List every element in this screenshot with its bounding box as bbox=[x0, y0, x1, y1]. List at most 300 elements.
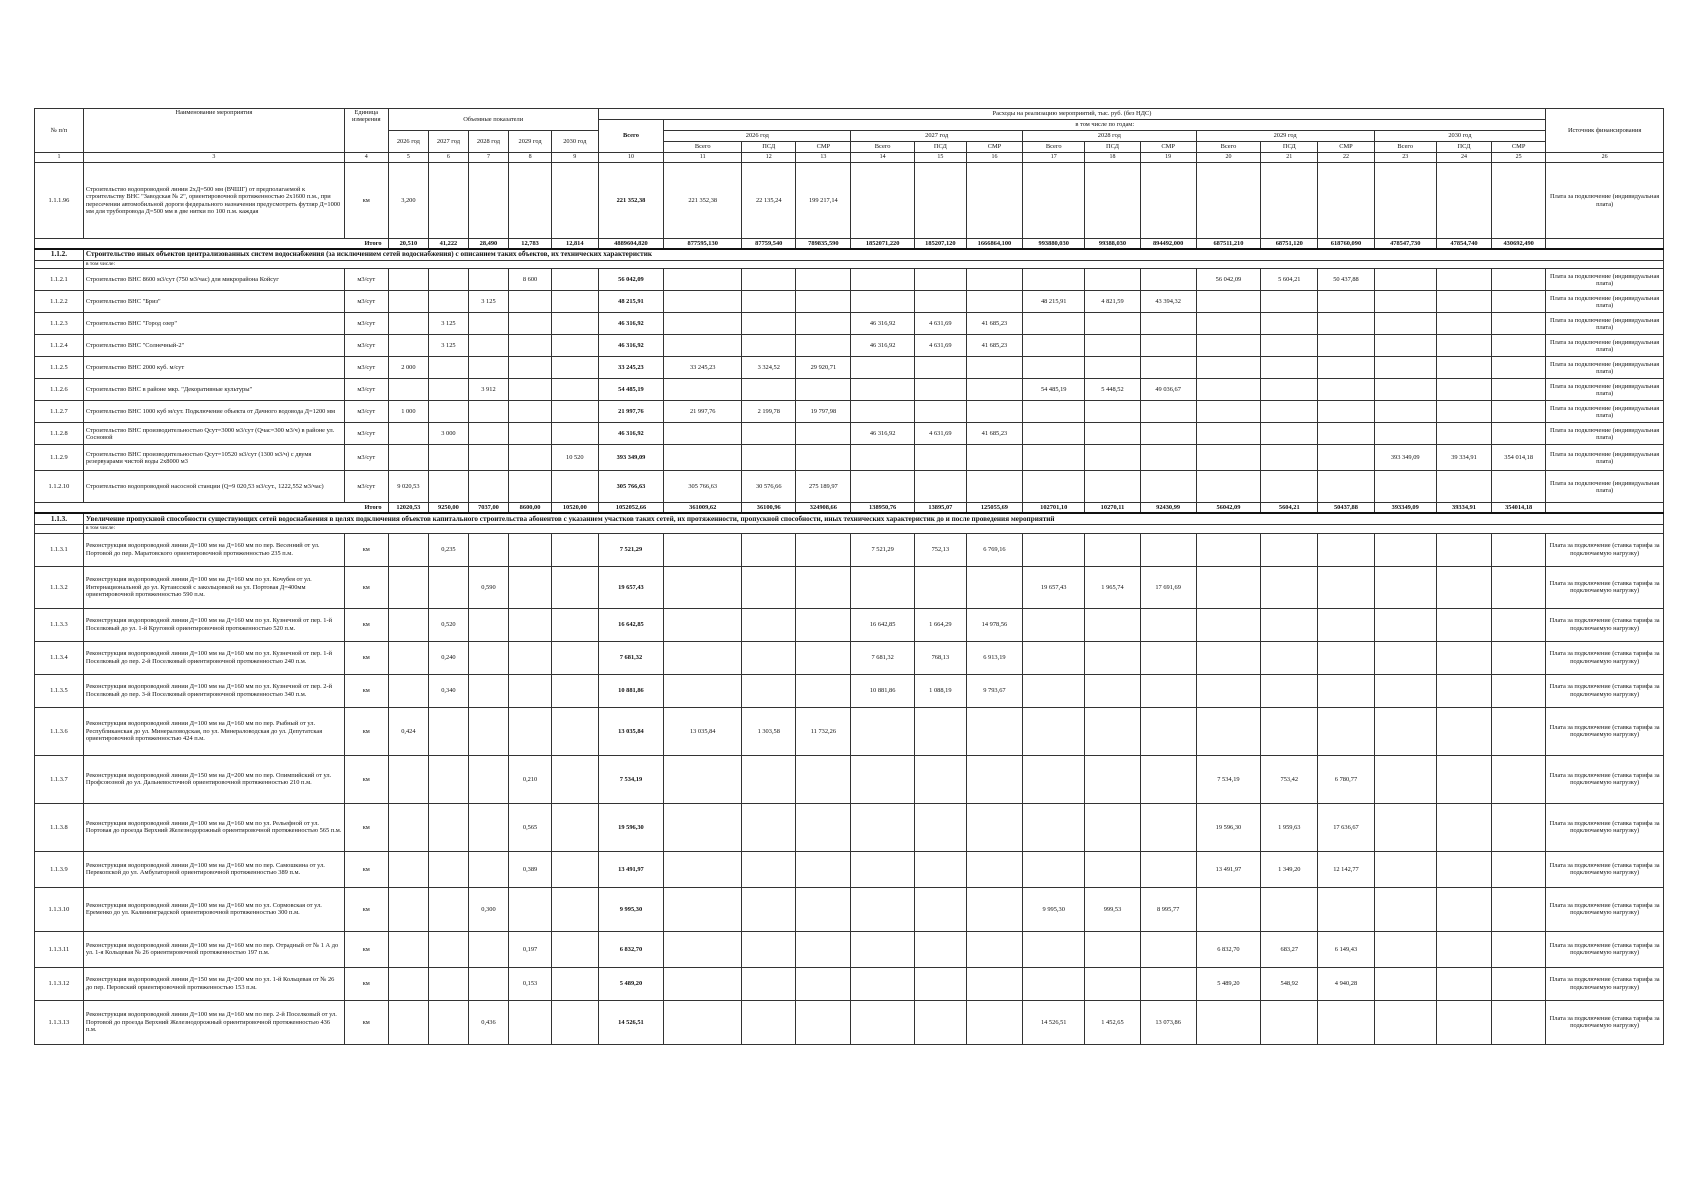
expense-cell bbox=[1085, 967, 1140, 1000]
expense-cell bbox=[1085, 335, 1140, 357]
row-description: Реконструкция водопроводной линии Д=150 мм на Д=200 мм по пер. Олимпийский от ул. Профсоюзной до ул. Дальневосточной ориентировочной протяженностью 210 п.м. bbox=[83, 755, 344, 803]
expense-cell bbox=[1318, 401, 1374, 423]
expense-cell bbox=[1196, 401, 1260, 423]
investment-program-table-page bbox=[34, 108, 1664, 1045]
row-total: 5 489,20 bbox=[598, 967, 664, 1000]
expense-cell bbox=[742, 566, 796, 608]
row-total: 221 352,38 bbox=[598, 163, 664, 239]
volume-cell bbox=[468, 471, 509, 503]
expense-cell: 1 349,20 bbox=[1261, 851, 1318, 887]
total-expense-cell: 478547,730 bbox=[1374, 239, 1436, 250]
total-expense-cell: 789835,590 bbox=[796, 239, 851, 250]
expense-cell: 48 215,91 bbox=[1023, 291, 1085, 313]
volume-cell: 0,153 bbox=[509, 967, 552, 1000]
volume-cell bbox=[468, 707, 509, 755]
section-row bbox=[35, 513, 1664, 525]
total-expense-cell: 687511,210 bbox=[1196, 239, 1260, 250]
row-unit: км bbox=[344, 887, 388, 931]
expense-cell: 14 526,51 bbox=[1023, 1000, 1085, 1044]
expense-cell: 753,42 bbox=[1261, 755, 1318, 803]
expense-cell bbox=[1374, 357, 1436, 379]
column-number: 24 bbox=[1436, 153, 1491, 163]
expense-cell bbox=[1196, 471, 1260, 503]
expense-cell bbox=[1085, 423, 1140, 445]
expense-cell bbox=[664, 423, 742, 445]
expense-cell bbox=[1492, 533, 1546, 566]
column-number: 3 bbox=[83, 153, 344, 163]
sub-header: Всего bbox=[851, 142, 914, 153]
expense-cell bbox=[1196, 707, 1260, 755]
volume-year-header: 2026 год bbox=[388, 131, 429, 153]
row-description: Реконструкция водопроводной линии Д=100 мм на Д=160 мм по пер. 2-й Поселковый от ул. Портовой до проезда Верхний Железнодорожный ориентировочной протяженностью 436 п.м. bbox=[83, 1000, 344, 1044]
expense-cell bbox=[1196, 608, 1260, 641]
expense-cell: 1 088,19 bbox=[914, 674, 966, 707]
row-total: 46 316,92 bbox=[598, 313, 664, 335]
volume-cell bbox=[468, 533, 509, 566]
expense-cell bbox=[1140, 707, 1196, 755]
table-row bbox=[35, 291, 1664, 313]
investment-table bbox=[34, 108, 1664, 1045]
volume-cell: 0,565 bbox=[509, 803, 552, 851]
expense-cell bbox=[1023, 471, 1085, 503]
volume-cell bbox=[468, 674, 509, 707]
expense-year-header: 2026 год bbox=[664, 131, 851, 142]
expense-cell bbox=[1085, 401, 1140, 423]
column-number: 13 bbox=[796, 153, 851, 163]
expense-cell bbox=[664, 379, 742, 401]
row-description: Реконструкция водопроводной линии Д=100 мм на Д=160 мм по ул. Кузнечной от пер. 1-й Поселковый до ул. 1-й Круговой ориентировочной протяженностью 520 п.м. bbox=[83, 608, 344, 641]
expense-cell: 4 631,69 bbox=[914, 313, 966, 335]
expense-cell bbox=[914, 269, 966, 291]
expense-cell: 4 940,28 bbox=[1318, 967, 1374, 1000]
expense-cell bbox=[1436, 887, 1491, 931]
expense-cell bbox=[664, 608, 742, 641]
expense-cell bbox=[1261, 608, 1318, 641]
expense-cell bbox=[1085, 641, 1140, 674]
expense-cell bbox=[1492, 163, 1546, 239]
row-number: 1.1.3.4 bbox=[35, 641, 84, 674]
expense-cell bbox=[1492, 335, 1546, 357]
row-description: Реконструкция водопроводной линии Д=100 мм на Д=160 мм по ул. Кузнечной от пер. 2-й Поселковый до пер. 3-й Поселковый ориентировочной протяженностью 340 п.м. bbox=[83, 674, 344, 707]
expense-cell bbox=[1140, 803, 1196, 851]
expense-cell bbox=[664, 566, 742, 608]
expense-cell bbox=[1374, 566, 1436, 608]
expense-cell bbox=[966, 887, 1022, 931]
expense-cell: 16 642,85 bbox=[851, 608, 914, 641]
expense-cell bbox=[664, 445, 742, 471]
expense-cell bbox=[914, 379, 966, 401]
volume-cell bbox=[388, 291, 429, 313]
expense-cell bbox=[1196, 1000, 1260, 1044]
expense-cell bbox=[1374, 608, 1436, 641]
column-number: 16 bbox=[966, 153, 1022, 163]
expense-cell: 19 657,43 bbox=[1023, 566, 1085, 608]
table-row bbox=[35, 931, 1664, 967]
row-unit: км bbox=[344, 967, 388, 1000]
expense-cell bbox=[742, 313, 796, 335]
volume-cell bbox=[429, 887, 469, 931]
expense-cell bbox=[1374, 379, 1436, 401]
row-number: 1.1.2.6 bbox=[35, 379, 84, 401]
expense-cell bbox=[796, 335, 851, 357]
volume-cell: 3 000 bbox=[429, 423, 469, 445]
table-row bbox=[35, 707, 1664, 755]
sub-header: Всего bbox=[664, 142, 742, 153]
expense-cell bbox=[1023, 163, 1085, 239]
total-expense-cell: 393349,09 bbox=[1374, 503, 1436, 514]
volume-cell: 0,520 bbox=[429, 608, 469, 641]
expense-cell bbox=[1318, 379, 1374, 401]
expense-cell bbox=[1261, 379, 1318, 401]
row-unit: км bbox=[344, 851, 388, 887]
expense-cell bbox=[796, 851, 851, 887]
sub-header: Всего bbox=[1023, 142, 1085, 153]
funding-source: Плата за подключение (ставка тарифа за подключаемую нагрузку) bbox=[1546, 533, 1664, 566]
expense-cell bbox=[1261, 471, 1318, 503]
expense-cell bbox=[796, 423, 851, 445]
total-label: Итого bbox=[35, 503, 389, 514]
expense-cell bbox=[1492, 269, 1546, 291]
expense-cell bbox=[1023, 423, 1085, 445]
expense-cell bbox=[1374, 423, 1436, 445]
volume-cell bbox=[551, 931, 598, 967]
table-row bbox=[35, 674, 1664, 707]
total-row bbox=[35, 503, 1664, 514]
volume-cell bbox=[388, 1000, 429, 1044]
expense-cell bbox=[1318, 533, 1374, 566]
col-header-name: Наименование мероприятия bbox=[83, 109, 344, 153]
volume-year-header: 2027 год bbox=[429, 131, 469, 153]
volume-cell bbox=[468, 163, 509, 239]
sub-header: СМР bbox=[1140, 142, 1196, 153]
row-total: 6 832,70 bbox=[598, 931, 664, 967]
expense-cell bbox=[1196, 335, 1260, 357]
sub-header: СМР bbox=[1318, 142, 1374, 153]
volume-cell: 3 912 bbox=[468, 379, 509, 401]
expense-cell bbox=[1085, 533, 1140, 566]
volume-cell bbox=[509, 163, 552, 239]
volume-cell bbox=[551, 533, 598, 566]
total-volume-cell: 20,510 bbox=[388, 239, 429, 250]
volume-cell bbox=[429, 967, 469, 1000]
expense-cell bbox=[1140, 357, 1196, 379]
row-total: 7 521,29 bbox=[598, 533, 664, 566]
volume-cell bbox=[468, 423, 509, 445]
total-expense-cell: 47854,740 bbox=[1436, 239, 1491, 250]
expense-cell bbox=[1492, 851, 1546, 887]
expense-cell: 14 978,56 bbox=[966, 608, 1022, 641]
row-description: Реконструкция водопроводной линии Д=100 мм на Д=160 мм по пер. Самошкина от ул. Перекопской до ул. Амбулаторной ориентировочной протяженностью 389 п.м. bbox=[83, 851, 344, 887]
expense-cell bbox=[1140, 313, 1196, 335]
expense-cell: 50 437,88 bbox=[1318, 269, 1374, 291]
expense-cell bbox=[1085, 851, 1140, 887]
volume-cell bbox=[429, 163, 469, 239]
row-description: Строительство ВНС производительностью Qсут=10520 м3/сут (1300 м3/ч) с двумя резервуарами чистой воды 2х8000 м3 bbox=[83, 445, 344, 471]
volume-cell bbox=[509, 291, 552, 313]
expense-cell: 13 035,84 bbox=[664, 707, 742, 755]
expense-cell bbox=[664, 1000, 742, 1044]
expense-cell bbox=[796, 887, 851, 931]
row-description: Реконструкция водопроводной линии Д=100 мм на Д=160 мм по ул. Кочубея от ул. Интернациональной до ул. Кутаисской с закольцовкой на ул. Портовая Д=400мм ориентировочной протяженностью 590 п.м. bbox=[83, 566, 344, 608]
expense-cell bbox=[1261, 313, 1318, 335]
funding-source: Плата за подключение (индивидуальная плата) bbox=[1546, 471, 1664, 503]
total-label: Итого bbox=[35, 239, 389, 250]
expense-cell bbox=[851, 967, 914, 1000]
column-number: 20 bbox=[1196, 153, 1260, 163]
volume-cell bbox=[429, 755, 469, 803]
volume-cell bbox=[388, 566, 429, 608]
expense-cell bbox=[1023, 851, 1085, 887]
expense-cell: 49 036,67 bbox=[1140, 379, 1196, 401]
expense-cell bbox=[966, 707, 1022, 755]
expense-cell bbox=[1492, 401, 1546, 423]
expense-cell: 41 685,23 bbox=[966, 335, 1022, 357]
column-number: 25 bbox=[1492, 153, 1546, 163]
total-volume-cell: 9250,00 bbox=[429, 503, 469, 514]
expense-cell: 3 324,52 bbox=[742, 357, 796, 379]
volume-cell bbox=[468, 803, 509, 851]
expense-cell: 393 349,09 bbox=[1374, 445, 1436, 471]
row-number: 1.1.3.3 bbox=[35, 608, 84, 641]
row-description: Строительство ВНС 8600 м3/сут (750 м3/час) для микрорайона Койсуг bbox=[83, 269, 344, 291]
expense-cell bbox=[914, 471, 966, 503]
expense-cell bbox=[1196, 423, 1260, 445]
expense-cell bbox=[966, 291, 1022, 313]
expense-cell bbox=[1261, 533, 1318, 566]
expense-cell bbox=[1436, 357, 1491, 379]
volume-cell bbox=[429, 851, 469, 887]
column-number: 17 bbox=[1023, 153, 1085, 163]
volume-cell bbox=[551, 313, 598, 335]
expense-cell bbox=[796, 803, 851, 851]
expense-cell bbox=[966, 269, 1022, 291]
expense-cell bbox=[1436, 423, 1491, 445]
expense-cell bbox=[1436, 533, 1491, 566]
sub-header: СМР bbox=[1492, 142, 1546, 153]
expense-cell bbox=[966, 379, 1022, 401]
expense-cell: 4 821,59 bbox=[1085, 291, 1140, 313]
table-row bbox=[35, 445, 1664, 471]
expense-cell: 2 199,78 bbox=[742, 401, 796, 423]
volume-cell bbox=[429, 445, 469, 471]
including-empty bbox=[35, 261, 84, 269]
expense-cell bbox=[1140, 269, 1196, 291]
column-number: 22 bbox=[1318, 153, 1374, 163]
column-number: 6 bbox=[429, 153, 469, 163]
funding-source: Плата за подключение (ставка тарифа за подключаемую нагрузку) bbox=[1546, 674, 1664, 707]
expense-cell bbox=[914, 566, 966, 608]
volume-cell: 3,200 bbox=[388, 163, 429, 239]
volume-cell bbox=[509, 641, 552, 674]
volume-cell bbox=[388, 379, 429, 401]
expense-cell bbox=[1196, 445, 1260, 471]
row-description: Строительство водопроводной линии 2хД=500 мм (ВЧШГ) от предполагаемой к строительству ВНС "Заводская № 2", ориентировочной протяженностью 2х1600 п.м., при пересечении автомобильной дороги федерального назначения предусмотреть футляр Д=1000 мм для трубопровода Д=500 мм в две нитки по 100 п.м. каждая bbox=[83, 163, 344, 239]
expense-cell bbox=[1492, 755, 1546, 803]
total-source-empty bbox=[1546, 503, 1664, 514]
expense-cell bbox=[664, 533, 742, 566]
expense-cell: 768,13 bbox=[914, 641, 966, 674]
volume-cell bbox=[388, 967, 429, 1000]
expense-cell bbox=[1085, 357, 1140, 379]
volume-cell bbox=[509, 674, 552, 707]
sub-header: ПСД bbox=[1261, 142, 1318, 153]
row-total: 56 042,09 bbox=[598, 269, 664, 291]
expense-cell bbox=[851, 707, 914, 755]
table-row bbox=[35, 335, 1664, 357]
row-number: 1.1.2.7 bbox=[35, 401, 84, 423]
volume-cell bbox=[388, 674, 429, 707]
expense-cell bbox=[1085, 445, 1140, 471]
table-row bbox=[35, 566, 1664, 608]
expense-cell: 548,92 bbox=[1261, 967, 1318, 1000]
sub-header: ПСД bbox=[1436, 142, 1491, 153]
volume-cell bbox=[509, 335, 552, 357]
table-row bbox=[35, 803, 1664, 851]
row-unit: км bbox=[344, 707, 388, 755]
expense-cell bbox=[1023, 269, 1085, 291]
volume-cell: 8 600 bbox=[509, 269, 552, 291]
expense-cell: 41 685,23 bbox=[966, 313, 1022, 335]
expense-cell bbox=[1318, 357, 1374, 379]
column-number: 7 bbox=[468, 153, 509, 163]
total-expense-cell: 10270,11 bbox=[1085, 503, 1140, 514]
expense-cell: 999,53 bbox=[1085, 887, 1140, 931]
expense-cell: 17 636,67 bbox=[1318, 803, 1374, 851]
total-expense-cell: 39334,91 bbox=[1436, 503, 1491, 514]
total-row bbox=[35, 239, 1664, 250]
funding-source: Плата за подключение (ставка тарифа за подключаемую нагрузку) bbox=[1546, 1000, 1664, 1044]
expense-cell bbox=[1492, 931, 1546, 967]
including-empty bbox=[35, 525, 84, 533]
expense-cell bbox=[1085, 608, 1140, 641]
row-total: 33 245,23 bbox=[598, 357, 664, 379]
expense-cell bbox=[851, 291, 914, 313]
funding-source: Плата за подключение (индивидуальная плата) bbox=[1546, 269, 1664, 291]
expense-cell bbox=[1436, 401, 1491, 423]
sub-header: Всего bbox=[1374, 142, 1436, 153]
volume-year-header: 2029 год bbox=[509, 131, 552, 153]
total-expense-cell: 125055,69 bbox=[966, 503, 1022, 514]
expense-cell bbox=[1085, 803, 1140, 851]
expense-cell: 46 316,92 bbox=[851, 423, 914, 445]
volume-cell: 0,340 bbox=[429, 674, 469, 707]
section-title: Строительство иных объектов централизованных систем водоснабжения (за исключением сетей водоснабжения) с описанием таких объектов, их технических характеристик bbox=[83, 249, 1663, 261]
row-description: Реконструкция водопроводной линии Д=150 мм на Д=200 мм по ул. 1-й Кольцевая от № 26 до пер. Перовский ориентировочной протяженностью 153 п.м. bbox=[83, 967, 344, 1000]
volume-cell bbox=[468, 269, 509, 291]
volume-cell: 0,210 bbox=[509, 755, 552, 803]
row-unit: м3/сут bbox=[344, 313, 388, 335]
expense-year-header: 2027 год bbox=[851, 131, 1023, 142]
expense-cell bbox=[851, 803, 914, 851]
table-row bbox=[35, 401, 1664, 423]
volume-cell bbox=[509, 423, 552, 445]
volume-cell bbox=[429, 471, 469, 503]
row-description: Строительство ВНС 1000 куб м/сут. Подключение объекта от Дачного водовода Д=1200 мм bbox=[83, 401, 344, 423]
expense-cell bbox=[742, 335, 796, 357]
col-header-volume: Объемные показатели bbox=[388, 109, 598, 131]
expense-cell: 13 073,86 bbox=[1140, 1000, 1196, 1044]
expense-cell bbox=[1436, 1000, 1491, 1044]
expense-cell bbox=[914, 755, 966, 803]
expense-cell bbox=[1318, 163, 1374, 239]
expense-cell bbox=[1261, 641, 1318, 674]
funding-source: Плата за подключение (ставка тарифа за подключаемую нагрузку) bbox=[1546, 608, 1664, 641]
volume-cell bbox=[388, 608, 429, 641]
total-expense-cell: 1666864,100 bbox=[966, 239, 1022, 250]
expense-cell: 7 521,29 bbox=[851, 533, 914, 566]
volume-cell bbox=[388, 423, 429, 445]
expense-cell bbox=[1023, 707, 1085, 755]
total-volume-cell: 8600,00 bbox=[509, 503, 552, 514]
expense-cell bbox=[1023, 401, 1085, 423]
expense-cell: 12 142,77 bbox=[1318, 851, 1374, 887]
expense-cell: 41 685,23 bbox=[966, 423, 1022, 445]
table-row bbox=[35, 887, 1664, 931]
funding-source: Плата за подключение (индивидуальная плата) bbox=[1546, 163, 1664, 239]
expense-cell bbox=[664, 967, 742, 1000]
expense-cell bbox=[966, 357, 1022, 379]
total-expense-cell: 68751,120 bbox=[1261, 239, 1318, 250]
expense-cell bbox=[1436, 931, 1491, 967]
expense-cell bbox=[664, 335, 742, 357]
col-header-unit: Единица измерения bbox=[344, 109, 388, 153]
expense-cell bbox=[914, 707, 966, 755]
total-expense-cell: 185207,120 bbox=[914, 239, 966, 250]
row-total: 16 642,85 bbox=[598, 608, 664, 641]
row-number: 1.1.3.11 bbox=[35, 931, 84, 967]
total-sum: 4889604,820 bbox=[598, 239, 664, 250]
sub-header: ПСД bbox=[742, 142, 796, 153]
row-total: 393 349,09 bbox=[598, 445, 664, 471]
expense-cell bbox=[1436, 755, 1491, 803]
volume-cell bbox=[551, 1000, 598, 1044]
expense-cell bbox=[1374, 707, 1436, 755]
total-expense-cell: 324908,66 bbox=[796, 503, 851, 514]
volume-cell bbox=[468, 313, 509, 335]
row-total: 7 534,19 bbox=[598, 755, 664, 803]
volume-cell bbox=[509, 608, 552, 641]
row-total: 19 596,30 bbox=[598, 803, 664, 851]
expense-cell: 1 965,74 bbox=[1085, 566, 1140, 608]
expense-year-header: 2028 год bbox=[1023, 131, 1197, 142]
expense-cell bbox=[796, 931, 851, 967]
volume-cell bbox=[509, 887, 552, 931]
volume-cell bbox=[468, 445, 509, 471]
expense-cell bbox=[966, 931, 1022, 967]
expense-cell bbox=[1436, 379, 1491, 401]
expense-cell bbox=[1492, 313, 1546, 335]
volume-cell bbox=[551, 967, 598, 1000]
volume-cell bbox=[429, 291, 469, 313]
volume-cell: 0,235 bbox=[429, 533, 469, 566]
expense-cell bbox=[966, 445, 1022, 471]
expense-cell bbox=[914, 445, 966, 471]
expense-cell bbox=[796, 291, 851, 313]
expense-cell bbox=[1318, 445, 1374, 471]
expense-cell bbox=[1374, 803, 1436, 851]
total-expense-cell: 36100,96 bbox=[742, 503, 796, 514]
expense-cell bbox=[796, 566, 851, 608]
col-header-source: Источник финансирования bbox=[1546, 109, 1664, 153]
expense-cell bbox=[966, 401, 1022, 423]
expense-cell bbox=[1261, 423, 1318, 445]
expense-cell bbox=[851, 357, 914, 379]
row-total: 9 995,30 bbox=[598, 887, 664, 931]
volume-cell: 0,300 bbox=[468, 887, 509, 931]
expense-cell bbox=[664, 291, 742, 313]
expense-cell bbox=[796, 967, 851, 1000]
row-description: Реконструкция водопроводной линии Д=100 мм на Д=160 мм по ул. Рельефной от ул. Портовая до проезда Верхний Железнодорожный ориентировочной протяженностью 565 п.м. bbox=[83, 803, 344, 851]
